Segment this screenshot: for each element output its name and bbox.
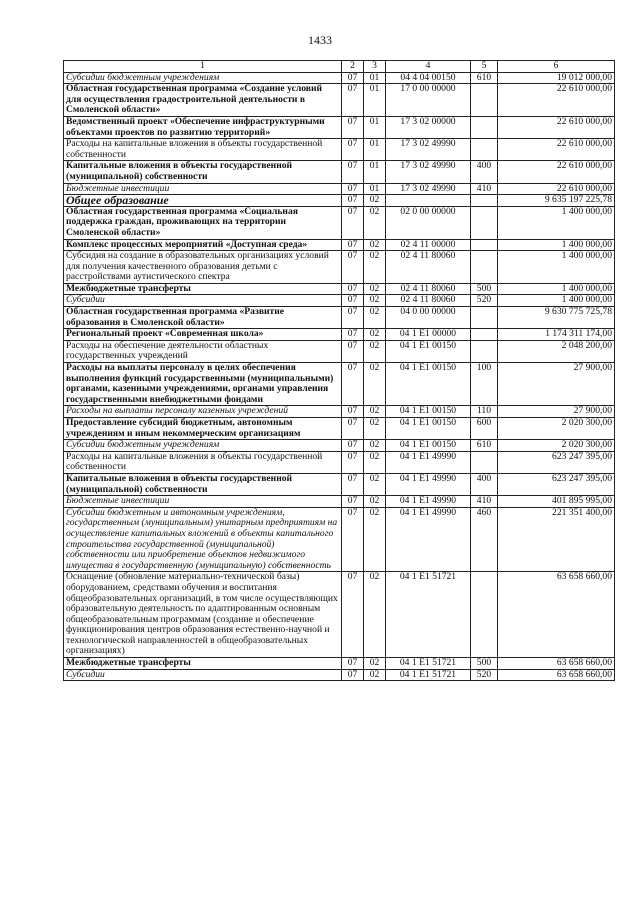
table-row [64,251,615,284]
row-expense-type: 110 [471,406,498,418]
row-name: Субсидии бюджетным учреждениям [64,440,342,452]
row-name: Субсидия на создание в образовательных организациях условий для получения качественного образования детьми с расстройствами аутистического спектра [64,251,342,284]
table-row [64,363,615,406]
row-expense-type: 500 [471,658,498,670]
row-section: 07 [342,251,364,284]
row-name: Оснащение (обновление материально-технической базы) оборудованием, средствами обучения и воспитания общеобразовательных организаций, в том числе осуществляющих образовательную деятельность по адаптированным основным общеобразовательным программам (создание и обеспечение функционирования центров образования естественно-научной и технологической направленностей в общеобразовательных организациях) [64,572,342,658]
row-amount: 9 635 197 225,78 [498,195,615,207]
row-subsection: 02 [364,295,386,307]
row-target-article: 04 1 Е1 49990 [386,473,471,495]
row-name: Предоставление субсидий бюджетным, автономным учреждениям и иным некоммерческим организациям [64,418,342,440]
row-subsection: 02 [364,251,386,284]
row-subsection: 02 [364,496,386,508]
table-row [64,572,615,658]
row-target-article: 04 1 Е1 00000 [386,329,471,341]
row-amount: 1 400 000,00 [498,239,615,251]
budget-table [63,60,615,681]
row-target-article: 17 3 02 49990 [386,183,471,195]
row-target-article: 02 4 11 00000 [386,239,471,251]
row-amount: 1 174 311 174,00 [498,329,615,341]
row-subsection: 02 [364,363,386,406]
row-name: Общее образование [64,195,342,207]
row-expense-type: 600 [471,418,498,440]
row-name: Расходы на выплаты персоналу казенных учреждений [64,406,342,418]
row-amount: 1 400 000,00 [498,206,615,239]
row-section: 07 [342,72,364,84]
row-name: Субсидии [64,669,342,681]
row-expense-type [471,340,498,362]
row-subsection: 02 [364,340,386,362]
row-name: Областная государственная программа «Развитие образования в Смоленской области» [64,307,342,329]
row-name: Субсидии бюджетным и автономным учреждениям, государственным (муниципальным) унитарным предприятиям на осуществление капитальных вложений в объекты капитального строительства государственной (муниципальной) собственности или приобретение объектов недвижимого имущества в государственную (муниципальную) собственность [64,507,342,572]
row-amount: 9 630 775 725,78 [498,307,615,329]
row-target-article: 04 1 Е1 00150 [386,406,471,418]
row-subsection: 02 [364,473,386,495]
table-row [64,206,615,239]
row-section: 07 [342,572,364,658]
row-expense-type [471,572,498,658]
table-row [64,116,615,138]
row-expense-type: 410 [471,496,498,508]
table-row [64,507,615,572]
row-name: Бюджетные инвестиции [64,183,342,195]
table-row [64,658,615,670]
row-expense-type: 460 [471,507,498,572]
table-body [64,72,615,681]
row-subsection: 02 [364,307,386,329]
row-amount: 2 020 300,00 [498,418,615,440]
header-col-1: 1 [64,61,342,73]
row-section: 07 [342,406,364,418]
row-target-article: 04 1 Е1 00150 [386,363,471,406]
row-name: Расходы на капитальные вложения в объекты государственной собственности [64,451,342,473]
row-section: 07 [342,84,364,117]
header-col-6: 6 [498,61,615,73]
row-amount: 63 658 660,00 [498,572,615,658]
row-expense-type [471,251,498,284]
table-row [64,307,615,329]
row-expense-type [471,195,498,207]
row-expense-type: 610 [471,72,498,84]
row-section: 07 [342,507,364,572]
row-subsection: 02 [364,440,386,452]
row-section: 07 [342,161,364,183]
row-expense-type [471,307,498,329]
header-col-3: 3 [364,61,386,73]
row-amount: 623 247 395,00 [498,451,615,473]
row-target-article: 04 1 Е1 00150 [386,440,471,452]
row-subsection: 01 [364,139,386,161]
row-target-article: 04 4 04 00150 [386,72,471,84]
row-section: 07 [342,340,364,362]
row-target-article: 04 1 Е1 49990 [386,496,471,508]
row-target-article: 04 1 Е1 00150 [386,418,471,440]
row-amount: 22 610 000,00 [498,84,615,117]
row-name: Областная государственная программа «Социальная поддержка граждан, проживающих на территории Смоленской области» [64,206,342,239]
row-amount: 63 658 660,00 [498,669,615,681]
row-amount: 63 658 660,00 [498,658,615,670]
row-amount: 1 400 000,00 [498,295,615,307]
row-target-article: 04 1 Е1 51721 [386,658,471,670]
row-subsection: 02 [364,239,386,251]
row-name: Областная государственная программа «Создание условий для осуществления градостроительной деятельности в Смоленской области» [64,84,342,117]
row-section: 07 [342,239,364,251]
row-expense-type: 500 [471,283,498,295]
row-subsection: 02 [364,418,386,440]
row-amount: 22 610 000,00 [498,183,615,195]
table-header-row [64,61,615,73]
row-amount: 221 351 400,00 [498,507,615,572]
row-name: Расходы на капитальные вложения в объекты государственной собственности [64,139,342,161]
row-section: 07 [342,496,364,508]
row-target-article: 04 0 00 00000 [386,307,471,329]
table-row [64,340,615,362]
row-amount: 27 900,00 [498,363,615,406]
row-amount: 27 900,00 [498,406,615,418]
row-subsection: 02 [364,507,386,572]
row-section: 07 [342,307,364,329]
table-row [64,72,615,84]
table-row [64,139,615,161]
row-expense-type: 400 [471,161,498,183]
table-row [64,84,615,117]
row-subsection: 02 [364,283,386,295]
row-subsection: 02 [364,329,386,341]
row-name: Расходы на обеспечение деятельности областных государственных учреждений [64,340,342,362]
row-target-article: 02 4 11 80060 [386,251,471,284]
row-name: Межбюджетные трансферты [64,283,342,295]
row-subsection: 02 [364,669,386,681]
row-amount: 2 048 200,00 [498,340,615,362]
table-row [64,283,615,295]
row-amount: 1 400 000,00 [498,251,615,284]
row-name: Межбюджетные трансферты [64,658,342,670]
row-section: 07 [342,295,364,307]
row-target-article: 17 3 02 49990 [386,139,471,161]
table-row [64,496,615,508]
row-name: Капитальные вложения в объекты государственной (муниципальной) собственности [64,161,342,183]
page-number: 1433 [308,33,332,47]
row-amount: 22 610 000,00 [498,139,615,161]
row-target-article: 02 4 11 80060 [386,295,471,307]
row-amount: 2 020 300,00 [498,440,615,452]
row-name: Расходы на выплаты персоналу в целях обеспечения выполнения функций государственными (муниципальными) органами, казенными учреждениями, органами управления государственными внебюджетными фондами [64,363,342,406]
row-subsection: 01 [364,116,386,138]
row-expense-type [471,206,498,239]
row-amount: 22 610 000,00 [498,161,615,183]
row-section: 07 [342,139,364,161]
row-subsection: 02 [364,195,386,207]
row-section: 07 [342,658,364,670]
row-subsection: 01 [364,183,386,195]
table-row [64,669,615,681]
table-row [64,295,615,307]
row-subsection: 02 [364,451,386,473]
row-section: 07 [342,418,364,440]
header-col-5: 5 [471,61,498,73]
table-row [64,195,615,207]
row-amount: 19 012 000,00 [498,72,615,84]
row-expense-type [471,239,498,251]
row-section: 07 [342,116,364,138]
table-row [64,406,615,418]
row-name: Капитальные вложения в объекты государственной (муниципальной) собственности [64,473,342,495]
row-target-article: 02 4 11 80060 [386,283,471,295]
row-expense-type: 100 [471,363,498,406]
table-row [64,329,615,341]
row-amount: 1 400 000,00 [498,283,615,295]
row-name: Субсидии [64,295,342,307]
row-expense-type [471,84,498,117]
row-name: Субсидии бюджетным учреждениям [64,72,342,84]
row-subsection: 01 [364,72,386,84]
row-target-article: 04 1 Е1 00150 [386,340,471,362]
row-expense-type: 520 [471,669,498,681]
table-row [64,451,615,473]
row-subsection: 02 [364,406,386,418]
row-name: Региональный проект «Современная школа» [64,329,342,341]
row-section: 07 [342,329,364,341]
row-expense-type [471,451,498,473]
row-section: 07 [342,195,364,207]
row-section: 07 [342,206,364,239]
row-expense-type: 410 [471,183,498,195]
row-subsection: 01 [364,84,386,117]
row-target-article: 17 3 02 49990 [386,161,471,183]
row-section: 07 [342,283,364,295]
row-subsection: 02 [364,572,386,658]
row-target-article [386,195,471,207]
row-section: 07 [342,440,364,452]
row-target-article: 04 1 Е1 49990 [386,451,471,473]
row-target-article: 17 3 02 00000 [386,116,471,138]
row-expense-type [471,116,498,138]
row-amount: 623 247 395,00 [498,473,615,495]
row-target-article: 17 0 00 00000 [386,84,471,117]
row-subsection: 01 [364,161,386,183]
table-row [64,239,615,251]
row-target-article: 04 1 Е1 51721 [386,572,471,658]
row-subsection: 02 [364,658,386,670]
header-col-4: 4 [386,61,471,73]
row-expense-type: 520 [471,295,498,307]
table-row [64,473,615,495]
row-section: 07 [342,183,364,195]
row-amount: 22 610 000,00 [498,116,615,138]
row-name: Бюджетные инвестиции [64,496,342,508]
row-target-article: 04 1 Е1 51721 [386,669,471,681]
row-section: 07 [342,669,364,681]
row-expense-type [471,139,498,161]
row-section: 07 [342,451,364,473]
row-expense-type: 610 [471,440,498,452]
row-amount: 401 895 995,00 [498,496,615,508]
row-expense-type [471,329,498,341]
row-target-article: 02 0 00 00000 [386,206,471,239]
table-row [64,440,615,452]
row-expense-type: 400 [471,473,498,495]
row-section: 07 [342,363,364,406]
row-subsection: 02 [364,206,386,239]
table-row [64,418,615,440]
row-target-article: 04 1 Е1 49990 [386,507,471,572]
row-name: Ведомственный проект «Обеспечение инфраструктурными объектами проектов по развитию территорий» [64,116,342,138]
table-row [64,161,615,183]
row-section: 07 [342,473,364,495]
header-col-2: 2 [342,61,364,73]
row-name: Комплекс процессных мероприятий «Доступная среда» [64,239,342,251]
